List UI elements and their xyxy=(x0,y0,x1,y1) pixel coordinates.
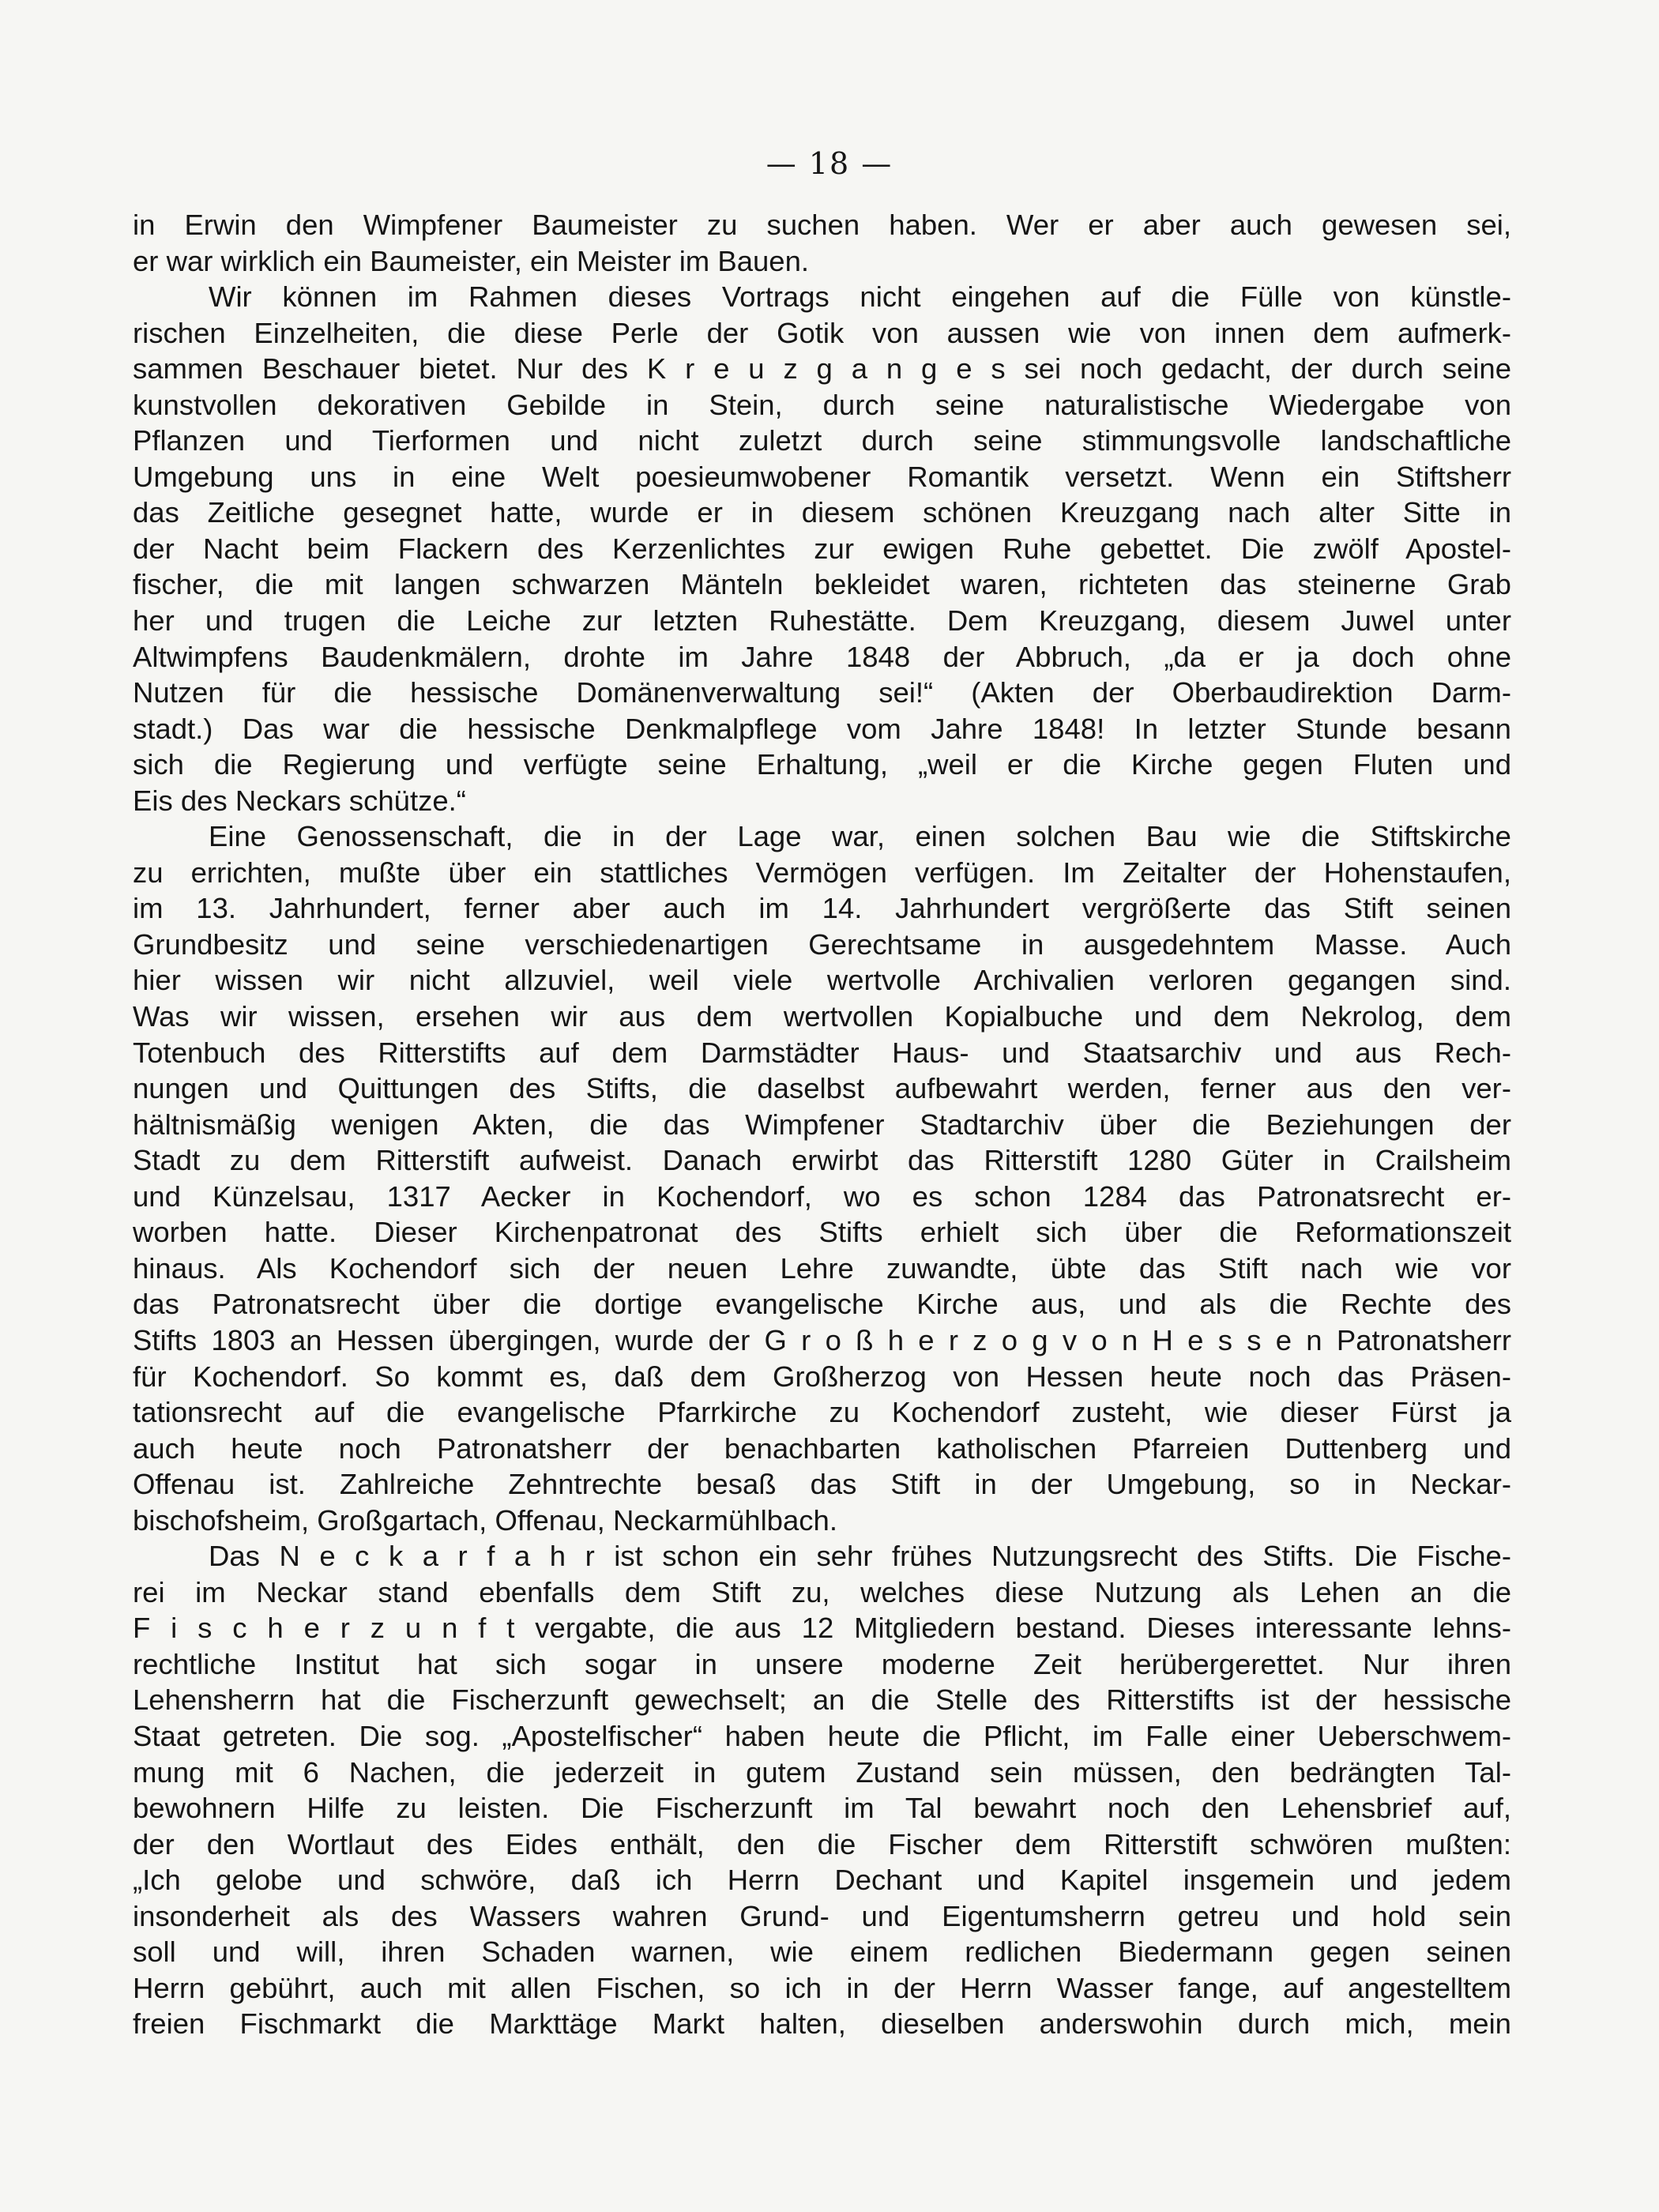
text-line: im 13. Jahrhundert, ferner aber auch im 14. Jahrhundert vergrößerte das Stift seinen xyxy=(133,892,1511,925)
text-line: das Patronatsrecht über die dortige evangelische Kirche aus, und als die Rechte des xyxy=(133,1288,1511,1321)
text-line: mung mit 6 Nachen, die jederzeit in gutem Zustand sein müssen, den bedrängten Tal- xyxy=(133,1755,1511,1789)
text-line: fischer, die mit langen schwarzen Mänteln bekleidet waren, richteten das steinerne Grab xyxy=(133,568,1511,601)
text-line: freien Fischmarkt die Markttäge Markt halten, dieselben anderswohin durch mich, mein xyxy=(133,2007,1511,2041)
text-line: Totenbuch des Ritterstifts auf dem Darmstädter Haus- und Staatsarchiv und aus Rech- xyxy=(133,1036,1511,1069)
text-line: Herrn gebührt, auch mit allen Fischen, so ich in der Herrn Wasser fange, auf angestelltem xyxy=(133,1971,1511,2004)
text-line: Lehensherrn hat die Fischerzunft gewechselt; an die Stelle des Ritterstifts ist der hessische xyxy=(133,1683,1511,1717)
text-line: rei im Neckar stand ebenfalls dem Stift zu, welches diese Nutzung als Lehen an die xyxy=(133,1575,1511,1608)
page-number: — 18 — xyxy=(766,146,893,181)
text-line: worben hatte. Dieser Kirchenpatronat des Stifts erhielt sich über die Reformationszeit xyxy=(133,1216,1511,1249)
text-line: er war wirklich ein Baumeister, ein Meister im Bauen. xyxy=(133,244,810,277)
text-line: in Erwin den Wimpfener Baumeister zu suchen haben. Wer er aber auch gewesen sei, xyxy=(133,209,1511,241)
body-text xyxy=(133,207,1511,2042)
text-line: Offenau ist. Zahlreiche Zehntrechte besaß das Stift in der Umgebung, so in Neckar- xyxy=(133,1468,1511,1501)
text-line: Grundbesitz und seine verschiedenartigen Gerechtsame in ausgedehntem Masse. Auch xyxy=(133,927,1511,961)
text-line: für Kochendorf. So kommt es, daß dem Großherzog von Hessen heute noch das Präsen- xyxy=(133,1360,1511,1393)
text-line: bischofsheim, Großgartach, Offenau, Neckarmühlbach. xyxy=(133,1503,837,1537)
text-line: sammen Beschauer bietet. Nur des K r e u z g a n g e s sei noch gedacht, der durch seine xyxy=(133,352,1511,386)
text-line: auch heute noch Patronatsherr der benachbarten katholischen Pfarreien Duttenberg und xyxy=(133,1431,1511,1465)
text-line: stadt.) Das war die hessische Denkmalpflege vom Jahre 1848! In letzter Stunde besann xyxy=(133,712,1511,745)
text-line: nungen und Quittungen des Stifts, die daselbst aufbewahrt werden, ferner aus den ver- xyxy=(133,1072,1511,1105)
text-line: tationsrecht auf die evangelische Pfarrkirche zu Kochendorf zusteht, wie dieser Fürst ja xyxy=(133,1396,1511,1429)
text-line: her und trugen die Leiche zur letzten Ruhestätte. Dem Kreuzgang, diesem Juwel unter xyxy=(133,604,1511,638)
text-line: Was wir wissen, ersehen wir aus dem wertvollen Kopialbuche und dem Nekrolog, dem xyxy=(133,1000,1511,1033)
text-line: hinaus. Als Kochendorf sich der neuen Lehre zuwandte, übte das Stift nach wie vor xyxy=(133,1251,1511,1285)
text-line: rischen Einzelheiten, die diese Perle der Gotik von aussen wie von innen dem aufmerk- xyxy=(133,316,1511,349)
text-line: Umgebung uns in eine Welt poesieumwobener Romantik versetzt. Wenn ein Stiftsherr xyxy=(133,460,1511,493)
text-line: kunstvollen dekorativen Gebilde in Stein, durch seine naturalistische Wiedergabe von xyxy=(133,388,1511,421)
text-line: Wir können im Rahmen dieses Vortrags nicht eingehen auf die Fülle von künstle- xyxy=(209,280,1511,314)
text-line: der den Wortlaut des Eides enthält, den die Fischer dem Ritterstift schwören mußten: xyxy=(133,1827,1511,1860)
text-line: Stifts 1803 an Hessen übergingen, wurde der G r o ß h e r z o g v o n H e s s e n Patronatsherr xyxy=(133,1323,1511,1356)
text-line: Pflanzen und Tierformen und nicht zuletzt durch seine stimmungsvolle landschaftliche xyxy=(133,424,1511,457)
text-line: Das N e c k a r f a h r ist schon ein sehr frühes Nutzungsrecht des Stifts. Die Fische- xyxy=(209,1540,1511,1573)
text-line: hältnismäßig wenigen Akten, die das Wimpfener Stadtarchiv über die Beziehungen der xyxy=(133,1108,1511,1141)
text-line: Nutzen für die hessische Domänenverwaltung sei!“ (Akten der Oberbaudirektion Darm- xyxy=(133,676,1511,709)
text-line: Eine Genossenschaft, die in der Lage war, einen solchen Bau wie die Stiftskirche xyxy=(209,820,1511,853)
text-line: bewohnern Hilfe zu leisten. Die Fischerzunft im Tal bewahrt noch den Lehensbrief auf, xyxy=(133,1792,1511,1825)
text-line: F i s c h e r z u n f t vergabte, die aus 12 Mitgliedern bestand. Dieses interessante lehns- xyxy=(133,1612,1511,1645)
text-line: rechtliche Institut hat sich sogar in unsere moderne Zeit herübergerettet. Nur ihren xyxy=(133,1647,1511,1680)
text-line: hier wissen wir nicht allzuviel, weil viele wertvolle Archivalien verloren gegangen sind. xyxy=(133,964,1511,997)
text-line: zu errichten, mußte über ein stattliches Vermögen verfügen. Im Zeitalter der Hohenstaufen, xyxy=(133,856,1511,889)
text-line: und Künzelsau, 1317 Aecker in Kochendorf, wo es schon 1284 das Patronatsrecht er- xyxy=(133,1179,1511,1213)
text-line: Staat getreten. Die sog. „Apostelfischer“ haben heute die Pflicht, im Falle einer Ueberschwem- xyxy=(133,1719,1511,1752)
text-line: Stadt zu dem Ritterstift aufweist. Danach erwirbt das Ritterstift 1280 Güter in Crailsheim xyxy=(133,1144,1511,1177)
text-line: soll und will, ihren Schaden warnen, wie einem redlichen Biedermann gegen seinen xyxy=(133,1936,1511,1969)
text-line: „Ich gelobe und schwöre, daß ich Herrn Dechant und Kapitel insgemein und jedem xyxy=(133,1864,1511,1897)
text-line: sich die Regierung und verfügte seine Erhaltung, „weil er die Kirche gegen Fluten und xyxy=(133,748,1511,781)
text-line: Altwimpfens Baudenkmälern, drohte im Jahre 1848 der Abbruch, „da er ja doch ohne xyxy=(133,640,1511,673)
text-line: das Zeitliche gesegnet hatte, wurde er in diesem schönen Kreuzgang nach alter Sitte in xyxy=(133,496,1511,529)
text-line: der Nacht beim Flackern des Kerzenlichtes zur ewigen Ruhe gebettet. Die zwölf Apostel- xyxy=(133,532,1511,565)
text-line: insonderheit als des Wassers wahren Grund- und Eigentumsherrn getreu und hold sein xyxy=(133,1899,1511,1932)
text-line: Eis des Neckars schütze.“ xyxy=(133,784,466,817)
